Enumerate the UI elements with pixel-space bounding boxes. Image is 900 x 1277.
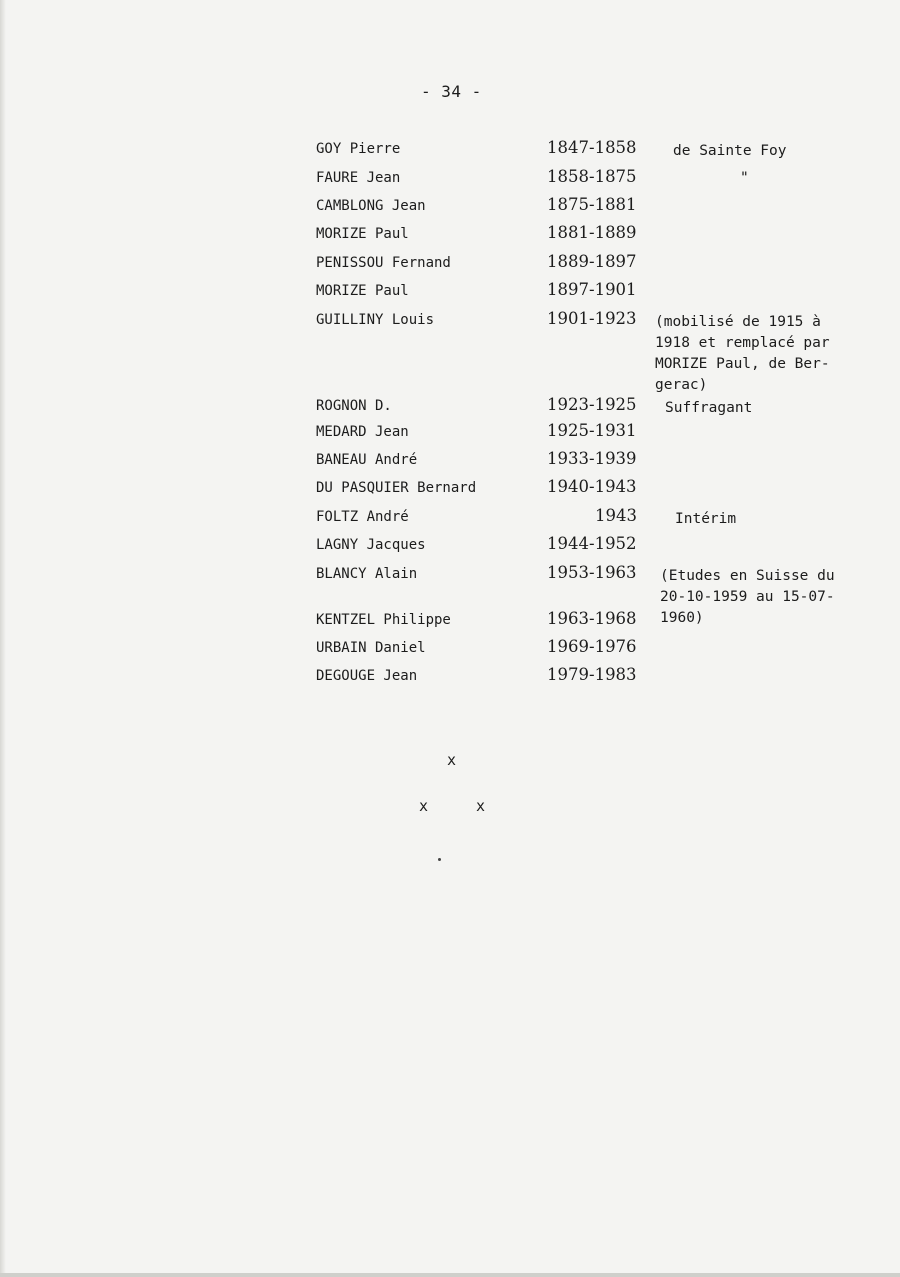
pastor-years: 1901-1923 xyxy=(547,309,637,328)
roster-row xyxy=(0,138,900,165)
pastor-years: 1933-1939 xyxy=(547,449,637,468)
roster-row xyxy=(0,665,900,692)
pastor-name: MORIZE Paul xyxy=(316,226,409,242)
pastor-years: 1963-1968 xyxy=(547,609,637,628)
roster-row xyxy=(0,637,900,664)
roster-row xyxy=(0,506,900,533)
roster-row xyxy=(0,167,900,194)
pastor-name: CAMBLONG Jean xyxy=(316,198,426,214)
pastor-years: 1969-1976 xyxy=(547,637,637,656)
stray-dot xyxy=(438,858,441,861)
roster-row xyxy=(0,280,900,307)
separator-mark: x xyxy=(476,797,486,815)
roster-row xyxy=(0,395,900,422)
pastor-years: 1943 xyxy=(595,506,637,525)
pastor-years: 1897-1901 xyxy=(547,280,637,299)
pastor-name: PENISSOU Fernand xyxy=(316,255,451,271)
roster-row xyxy=(0,534,900,561)
roster-row xyxy=(0,477,900,504)
roster-row xyxy=(0,223,900,250)
page-number: - 34 - xyxy=(421,82,482,101)
pastor-years: 1925-1931 xyxy=(547,421,637,440)
pastor-name: DU PASQUIER Bernard xyxy=(316,480,477,496)
pastor-note: de Sainte Foy xyxy=(673,143,787,159)
pastor-years: 1881-1889 xyxy=(547,223,637,242)
pastor-name: GOY Pierre xyxy=(316,141,401,157)
roster-row xyxy=(0,609,900,636)
pastor-years: 1944-1952 xyxy=(547,534,637,553)
pastor-name: URBAIN Daniel xyxy=(316,640,426,656)
ditto-mark: " xyxy=(740,170,749,186)
pastor-name: ROGNON D. xyxy=(316,398,392,414)
pastor-note: Intérim xyxy=(675,511,737,527)
page-edge-bottom xyxy=(0,1273,900,1277)
roster-row xyxy=(0,195,900,222)
pastor-note: Suffragant xyxy=(665,400,753,416)
pastor-name: KENTZEL Philippe xyxy=(316,612,451,628)
pastor-name: MEDARD Jean xyxy=(316,424,409,440)
pastor-years: 1940-1943 xyxy=(547,477,637,496)
pastor-name: BANEAU André xyxy=(316,452,418,468)
pastor-years: 1889-1897 xyxy=(547,252,637,271)
separator-mark: x xyxy=(447,751,457,769)
pastor-name: FOLTZ André xyxy=(316,509,409,525)
pastor-name: LAGNY Jacques xyxy=(316,537,426,553)
pastor-name: FAURE Jean xyxy=(316,170,401,186)
pastor-name: DEGOUGE Jean xyxy=(316,668,418,684)
pastor-note: (Etudes en Suisse du 20-10-1959 au 15-07- 1960) xyxy=(660,568,835,626)
pastor-years: 1847-1858 xyxy=(547,138,637,157)
separator-mark: x xyxy=(419,797,429,815)
pastor-years: 1923-1925 xyxy=(547,395,637,414)
roster-row xyxy=(0,449,900,476)
pastor-years: 1875-1881 xyxy=(547,195,637,214)
pastor-name: GUILLINY Louis xyxy=(316,312,435,328)
roster-row xyxy=(0,309,900,393)
pastor-years: 1858-1875 xyxy=(547,167,637,186)
roster-row xyxy=(0,421,900,448)
roster-row xyxy=(0,252,900,279)
pastor-name: MORIZE Paul xyxy=(316,283,409,299)
pastor-note: (mobilisé de 1915 à 1918 et remplacé par MORIZE Paul, de Ber- gerac) xyxy=(655,314,830,393)
pastor-years: 1953-1963 xyxy=(547,563,637,582)
pastor-years: 1979-1983 xyxy=(547,665,637,684)
pastor-name: BLANCY Alain xyxy=(316,566,418,582)
